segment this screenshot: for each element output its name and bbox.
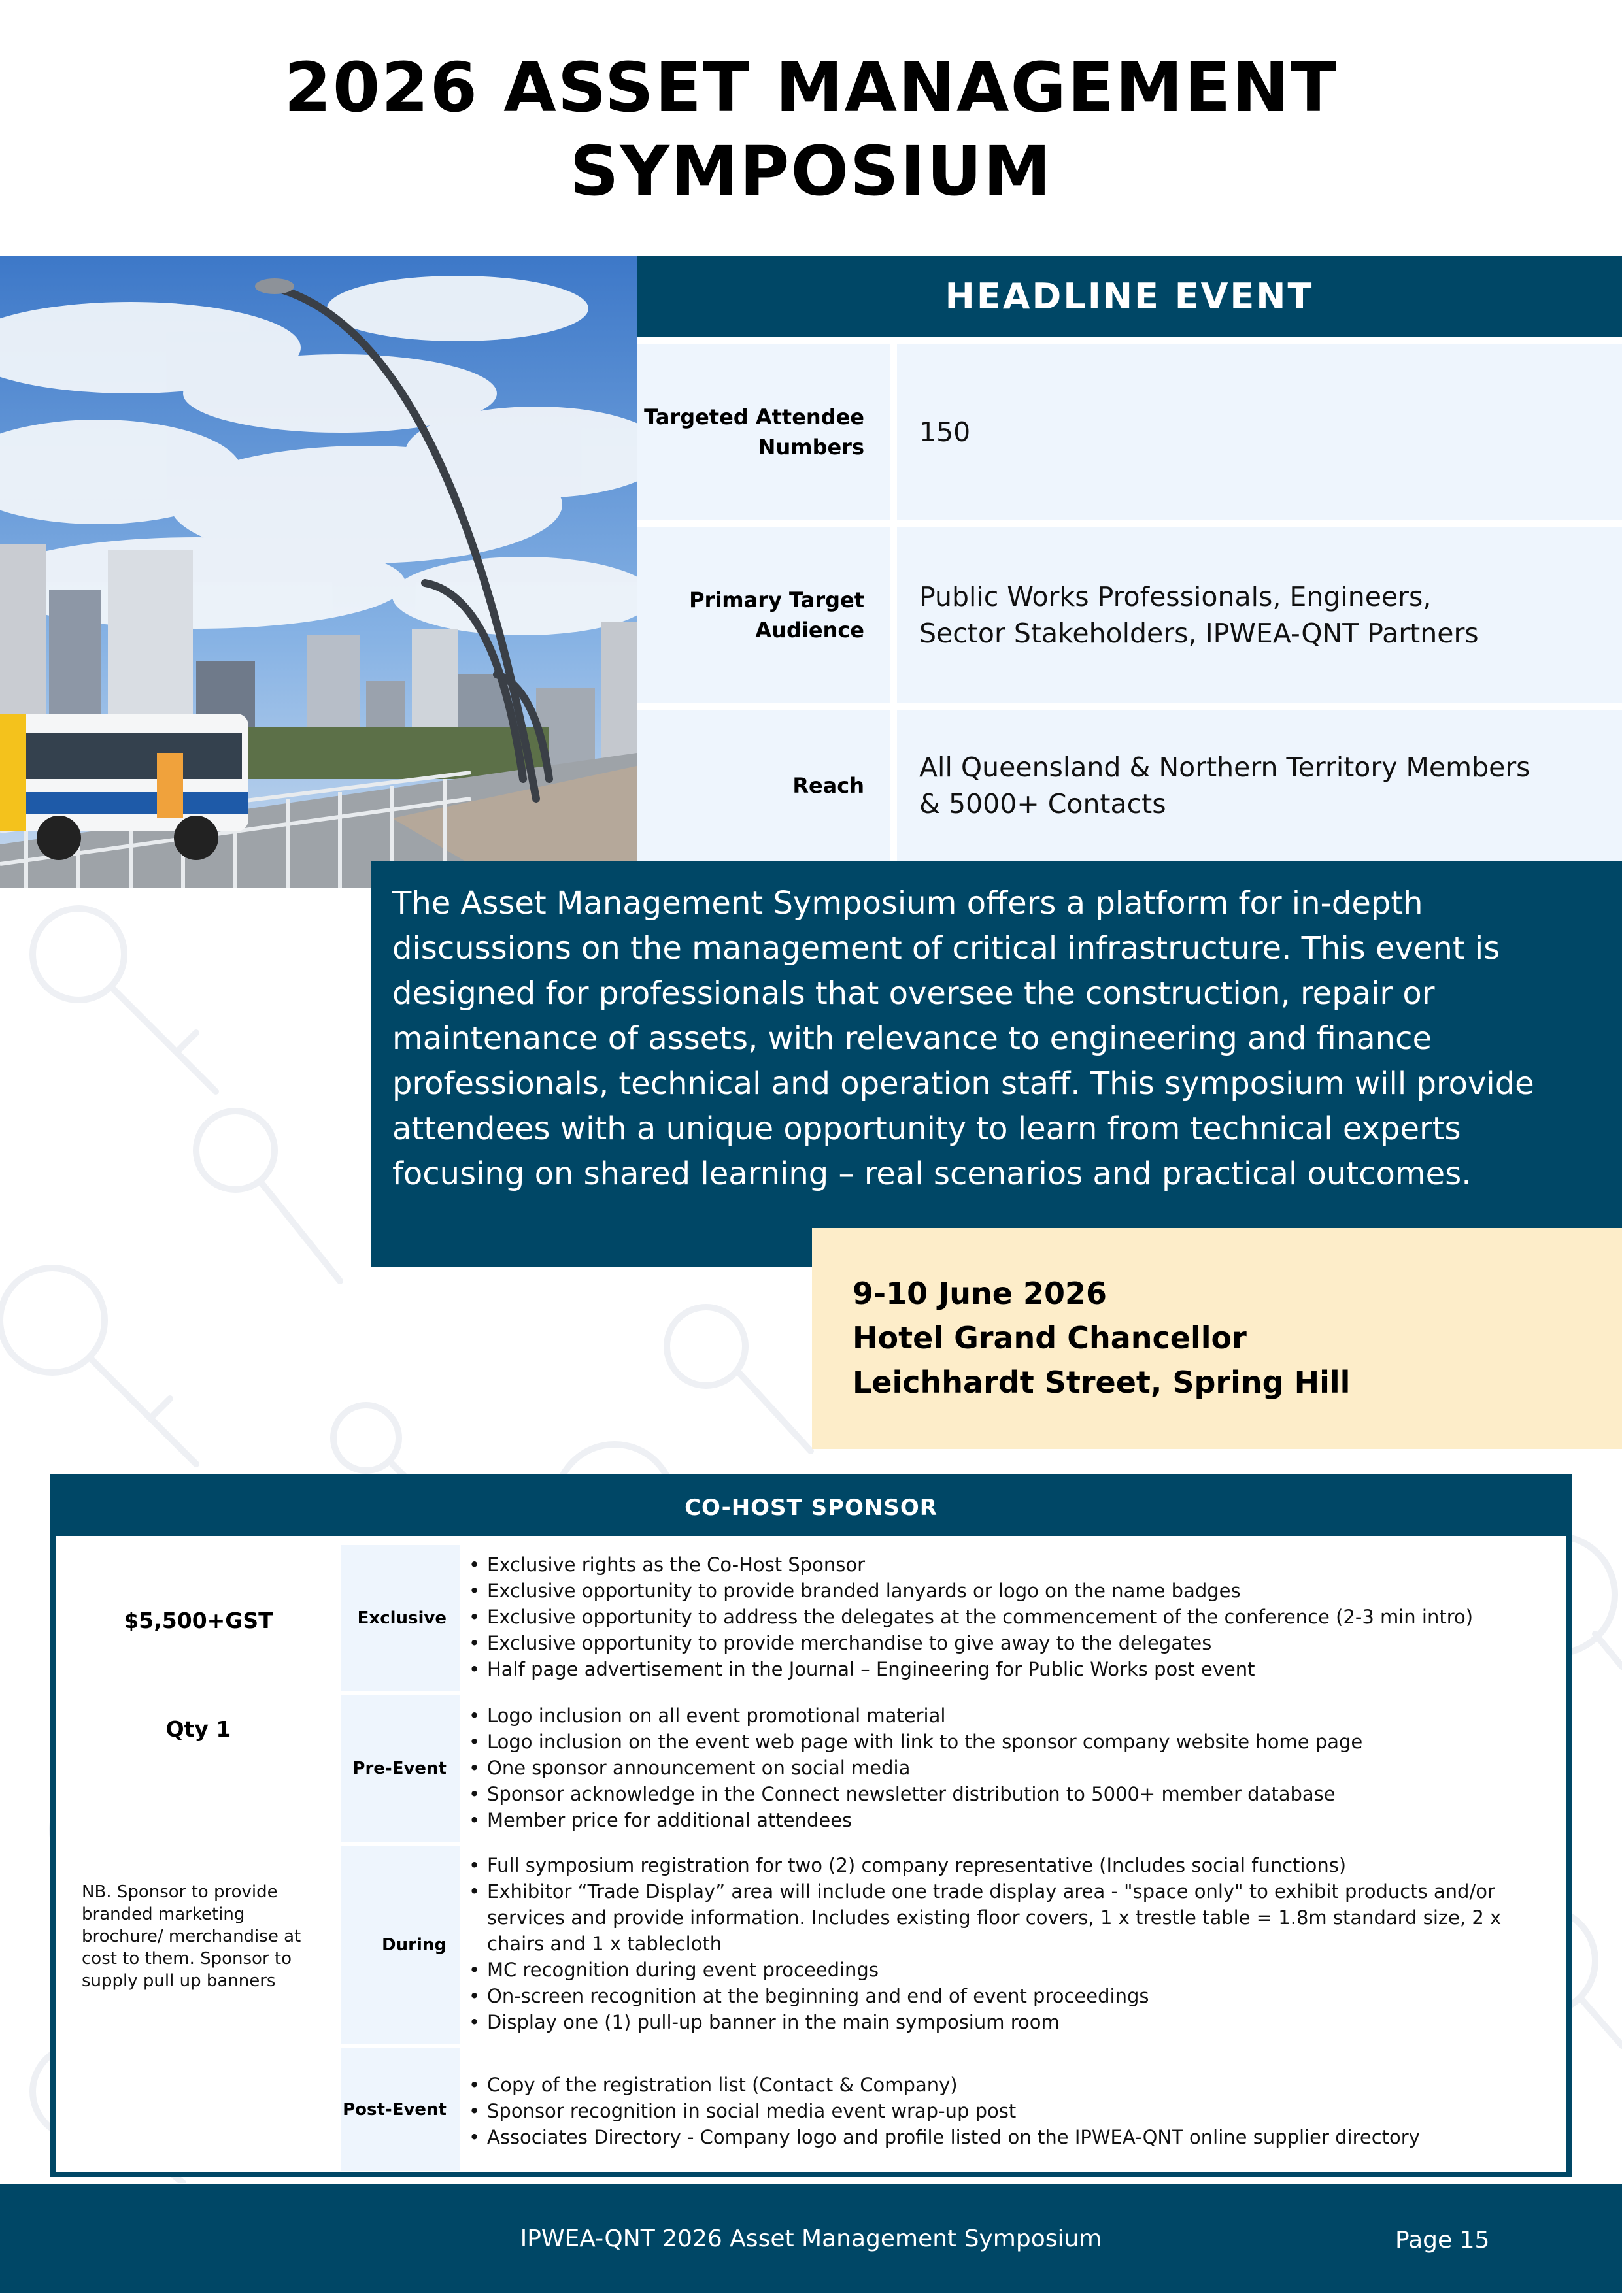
info-label [637,527,890,703]
info-value-line-1: All Queensland & Northern Territory Members [919,752,1530,783]
section-list-post-event [460,2072,1547,2150]
description-line: discussions on the management of critical infrastructure. This event is [392,930,1500,967]
sponsor-note-line: cost to them. Sponsor to [82,1949,292,1969]
footer-title: IPWEA-QNT 2026 Asset Management Symposium [520,2225,1102,2252]
event-details-box [812,1228,1622,1449]
info-value-line-1: 150 [919,416,971,448]
sponsor-note-line: NB. Sponsor to provide [82,1882,278,1902]
info-value-line-2: Sector Stakeholders, IPWEA-QNT Partners [919,618,1479,649]
page-title-line-2: SYMPOSIUM [569,131,1053,211]
sponsor-heading: CO-HOST SPONSOR [56,1480,1566,1536]
list-item: • One sponsor announcement on social media [487,1755,1547,1781]
info-label-line-2: Audience [755,618,864,642]
list-item: • Exclusive opportunity to provide merchandise to give away to the delegates [487,1630,1547,1656]
description-line: designed for professionals that oversee the construction, repair or [392,975,1435,1012]
sponsor-price: $5,500+GST [124,1608,273,1633]
sponsor-note-line: supply pull up banners [82,1971,276,1991]
headline-event-banner: HEADLINE EVENT [637,256,1622,337]
info-label-line-2: Numbers [758,435,864,459]
event-date: 9-10 June 2026 [853,1276,1107,1311]
info-label [637,710,890,861]
info-value [897,344,1622,520]
list-item: • Sponsor recognition in social media event wrap-up post [487,2098,1547,2124]
list-item: • Copy of the registration list (Contact & Company) [487,2072,1547,2098]
list-item: • Exclusive rights as the Co-Host Sponsor [487,1552,1547,1578]
info-label [637,344,890,520]
section-list-during [460,1852,1547,2035]
description-line: attendees with a unique opportunity to learn from technical experts [392,1110,1461,1147]
list-item: • Member price for additional attendees [487,1807,1547,1833]
list-item: • MC recognition during event proceedings [487,1957,1547,1983]
section-label-pre-event: Pre-Event [341,1695,460,1842]
info-value [897,527,1622,703]
info-value-line-2: & 5000+ Contacts [919,788,1166,820]
list-item: • Exhibitor “Trade Display” area will include one trade display area - "space only" to exhibit products and/or services and provide information. Includes existing floor covers, 1 x trestle table = 1.8m standard size, 2 x chairs and 1 x tablecloth [487,1878,1547,1957]
event-venue: Hotel Grand Chancellor [853,1320,1247,1356]
section-list-pre-event [460,1703,1547,1833]
list-item: • Exclusive opportunity to address the delegates at the commencement of the conference (2-3 min intro) [487,1604,1547,1630]
section-label-exclusive: Exclusive [341,1545,460,1691]
sponsor-note [82,1881,317,1992]
section-label-post-event: Post-Event [341,2048,460,2171]
list-item: • Half page advertisement in the Journal – Engineering for Public Works post event [487,1656,1547,1682]
page-number: Page 15 [1395,2227,1490,2254]
list-item: • Display one (1) pull-up banner in the main symposium room [487,2009,1547,2035]
page-title-line-1: 2026 ASSET MANAGEMENT [284,48,1338,127]
section-label-during: During [341,1846,460,2044]
info-row-attendees [637,344,1622,520]
description-line: focusing on shared learning – real scenarios and practical outcomes. [392,1156,1472,1192]
event-address: Leichhardt Street, Spring Hill [853,1365,1351,1400]
section-list-exclusive [460,1552,1547,1682]
info-row-audience [637,527,1622,703]
info-label-line-2: Reach [792,773,864,798]
info-label-line-1: Targeted Attendee [644,405,864,429]
list-item: • Associates Directory - Company logo and profile listed on the IPWEA-QNT online supplier directory [487,2124,1547,2150]
info-value-line-1: Public Works Professionals, Engineers, [919,581,1432,612]
event-photo [0,256,637,888]
sponsor-quantity: Qty 1 [165,1716,231,1742]
description-line: professionals, technical and operation staff. This symposium will provide [392,1065,1534,1102]
list-item: • Logo inclusion on all event promotional material [487,1703,1547,1729]
event-description [371,861,1622,1267]
description-line: The Asset Management Symposium offers a platform for in-depth [392,885,1423,922]
list-item: • Logo inclusion on the event web page with link to the sponsor company website home page [487,1729,1547,1755]
description-line: maintenance of assets, with relevance to engineering and finance [392,1020,1432,1057]
sponsor-note-line: brochure/ merchandise at [82,1927,301,1946]
sponsor-note-line: branded marketing [82,1905,245,1924]
info-row-reach [637,710,1622,861]
list-item: • Exclusive opportunity to provide branded lanyards or logo on the name badges [487,1578,1547,1604]
page-title [0,46,1622,213]
list-item: • On-screen recognition at the beginning and end of event proceedings [487,1983,1547,2009]
list-item: • Full symposium registration for two (2) company representative (Includes social functions) [487,1852,1547,1878]
info-label-line-1: Primary Target [689,588,864,612]
page-footer [0,2184,1622,2293]
list-item: • Sponsor acknowledge in the Connect newsletter distribution to 5000+ member database [487,1781,1547,1807]
info-value [897,710,1622,861]
sponsor-package-table [50,1474,1572,2177]
